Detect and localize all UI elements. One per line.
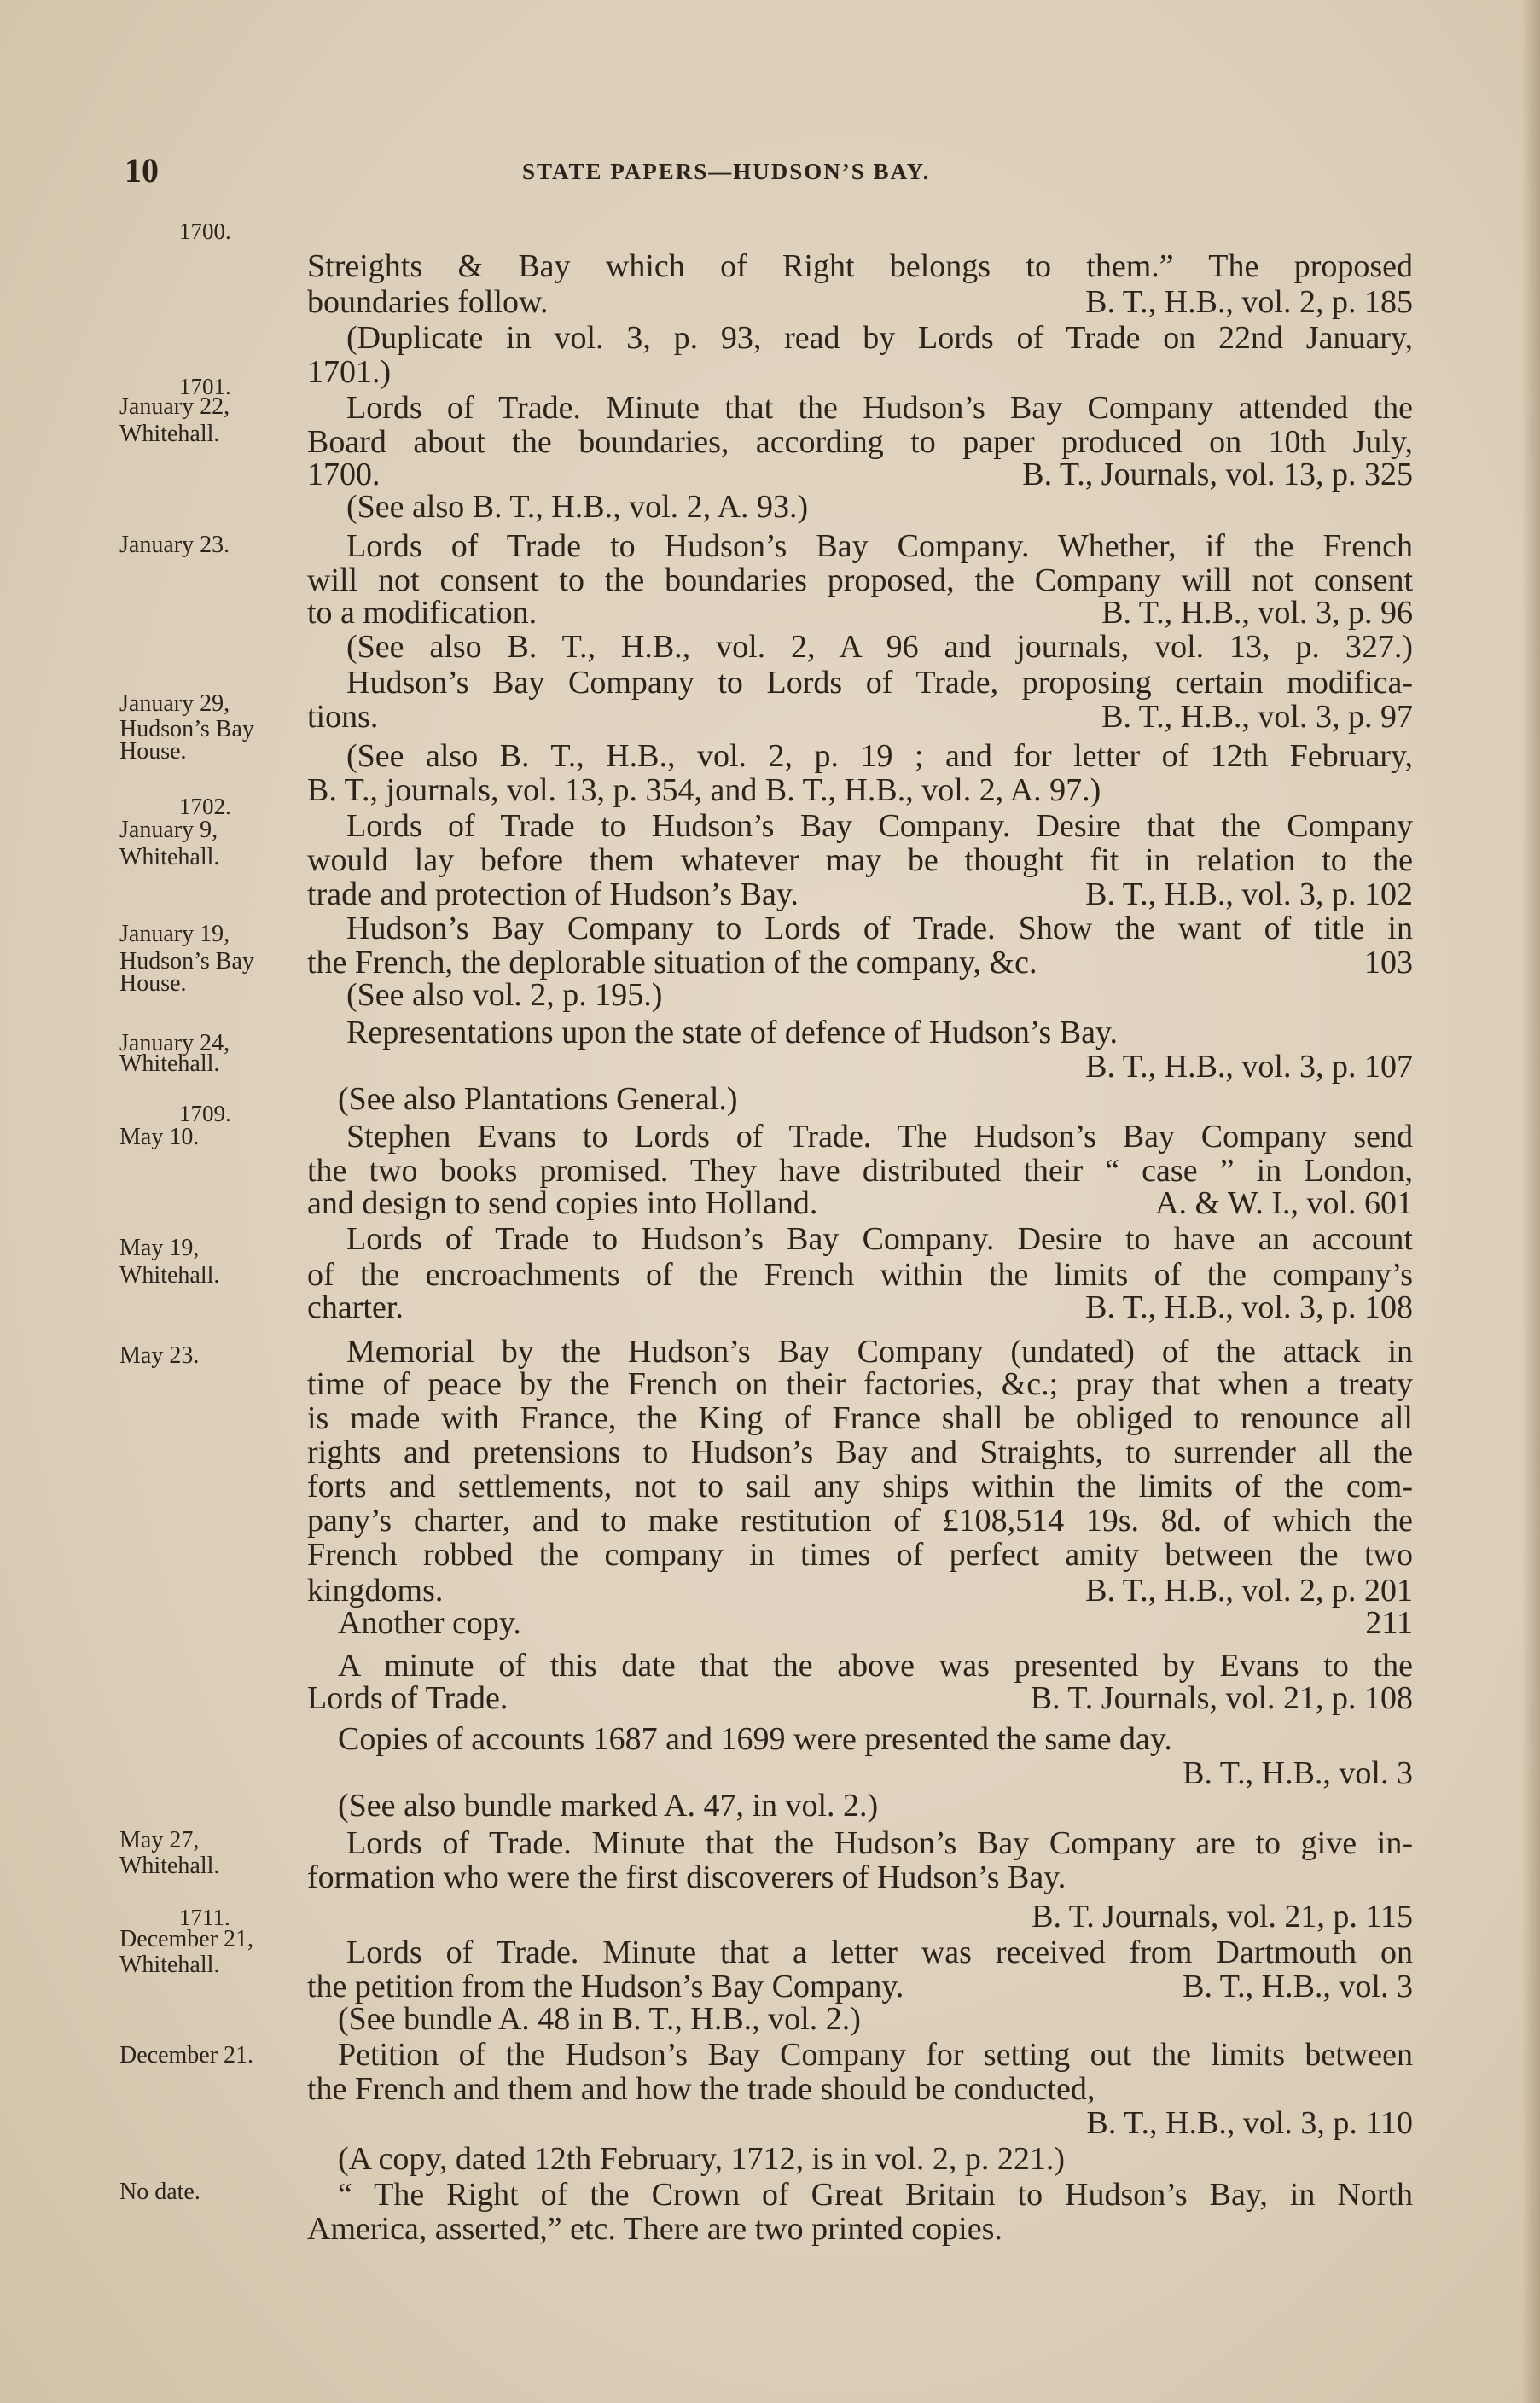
margin-date: January 9, — [119, 817, 218, 843]
margin-date: May 10. — [119, 1124, 200, 1150]
margin-year: 1700. — [179, 218, 231, 244]
text-line-left: 1700. — [307, 457, 381, 492]
text-line: Lords of Trade to Hudson’s Bay Company. Desire that the Company — [346, 808, 1413, 844]
margin-date: May 19, — [119, 1235, 200, 1261]
margin-place: Whitehall. — [119, 1050, 220, 1077]
text-line: rights and pretensions to Hudson’s Bay and Straights, to surrender all the — [307, 1434, 1413, 1470]
text-line: the two books promised. They have distributed their “ case ” in London, — [307, 1153, 1413, 1189]
text-line: pany’s charter, and to make restitution of £108,514 19s. 8d. of which the — [307, 1503, 1413, 1539]
text-line: Memorial by the Hudson’s Bay Company (undated) of the attack in — [346, 1334, 1413, 1370]
text-line — [307, 1289, 1413, 1326]
citation: B. T., H.B., vol. 2, p. 201 — [1085, 1573, 1413, 1609]
text-line: (See also B. T., H.B., vol. 2, A. 93.) — [346, 489, 809, 525]
margin-date: May 23. — [119, 1342, 200, 1369]
text-line-left: the petition from the Hudson’s Bay Company. — [307, 1969, 904, 2004]
text-line: Lords of Trade. Minute that the Hudson’s Bay Company are to give in- — [346, 1825, 1413, 1861]
text-line: (See also vol. 2, p. 195.) — [346, 977, 663, 1013]
text-line: Copies of accounts 1687 and 1699 were presented the same day. — [338, 1721, 1172, 1757]
margin-date: January 23. — [119, 532, 230, 558]
text-line: Lords of Trade to Hudson’s Bay Company. Desire to have an account — [346, 1221, 1413, 1257]
text-line: will not consent to the boundaries proposed, the Company will not consent — [307, 562, 1413, 598]
citation: B. T., H.B., vol. 3, p. 108 — [1085, 1289, 1413, 1325]
citation: B. T., H.B., vol. 3, p. 107 — [1085, 1049, 1413, 1085]
text-line: would lay before them whatever may be thought fit in relation to the — [307, 842, 1413, 878]
citation: B. T., H.B., vol. 2, p. 185 — [1085, 284, 1413, 320]
margin-date: May 27, — [119, 1827, 200, 1853]
text-line: “ The Right of the Crown of Great Britain to Hudson’s Bay, in North — [338, 2177, 1413, 2213]
text-line — [307, 876, 1413, 913]
text-line: French robbed the company in times of perfect amity between the two — [307, 1537, 1413, 1573]
running-head: STATE PAPERS—HUDSON’S BAY. — [522, 159, 931, 184]
text-line — [307, 1604, 1413, 1642]
text-line: Lords of Trade. Minute that the Hudson’s Bay Company attended the — [346, 390, 1413, 426]
text-line: America, asserted,” etc. There are two printed copies. — [307, 2211, 1002, 2247]
margin-place: Whitehall. — [119, 844, 220, 870]
citation: B. T., H.B., vol. 3, p. 102 — [1085, 876, 1413, 912]
margin-place: Hudson’s Bay — [119, 948, 254, 975]
text-line: (See bundle A. 48 in B. T., H.B., vol. 2.) — [338, 2001, 861, 2037]
margin-year: 1701. — [179, 374, 231, 399]
margin-year: 1702. — [179, 794, 231, 819]
text-line: Representations upon the state of defence of Hudson’s Bay. — [346, 1015, 1119, 1050]
margin-year: 1711. — [179, 1905, 230, 1930]
text-line-left: charter. — [307, 1289, 404, 1325]
text-line: Streights & Bay which of Right belongs to them.” The proposed — [307, 248, 1413, 284]
margin-place: House. — [119, 970, 187, 997]
text-line — [307, 698, 1413, 736]
text-line: Lords of Trade. Minute that a letter was received from Dartmouth on — [346, 1935, 1413, 1970]
citation: 103 — [1364, 945, 1413, 980]
page-number: 10 — [125, 151, 159, 189]
citation: B. T., Journals, vol. 13, p. 325 — [1022, 457, 1413, 492]
text-line-left: kingdoms. — [307, 1573, 444, 1609]
text-line: forts and settlements, not to sail any ships within the limits of the com- — [307, 1469, 1413, 1504]
margin-place: Whitehall. — [119, 1853, 220, 1879]
citation: B. T., H.B., vol. 3 — [1183, 1755, 1413, 1791]
text-line: B. T., journals, vol. 13, p. 354, and B. T., H.B., vol. 2, A. 97.) — [307, 772, 1101, 808]
text-line: is made with France, the King of France shall be obliged to renounce all — [307, 1400, 1413, 1436]
text-line: (See also Plantations General.) — [338, 1081, 738, 1117]
text-line-left: Another copy. — [338, 1605, 521, 1641]
text-line: the French and them and how the trade should be conducted, — [307, 2071, 1095, 2107]
text-line: formation who were the first discoverers of Hudson’s Bay. — [307, 1859, 1066, 1895]
margin-date: January 29, — [119, 690, 230, 717]
text-line: Lords of Trade to Hudson’s Bay Company. Whether, if the French — [346, 528, 1413, 564]
text-line-left: to a modification. — [307, 595, 538, 631]
margin-date: December 21, — [119, 1926, 254, 1952]
margin-place: House. — [119, 738, 187, 765]
text-line: 1701.) — [307, 354, 392, 390]
text-line: Board about the boundaries, according to paper produced on 10th July, — [307, 424, 1413, 460]
text-line: A minute of this date that the above was presented by Evans to the — [338, 1648, 1413, 1684]
margin-date: No date. — [119, 2179, 200, 2205]
citation: B. T. Journals, vol. 21, p. 108 — [1030, 1680, 1413, 1716]
margin-date: January 19, — [119, 921, 230, 947]
text-line-left: and design to send copies into Holland. — [307, 1185, 818, 1221]
text-line: (Duplicate in vol. 3, p. 93, read by Lords of Trade on 22nd January, — [346, 320, 1413, 356]
citation: B. T., H.B., vol. 3, p. 97 — [1101, 699, 1413, 735]
text-line: (See also bundle marked A. 47, in vol. 2.) — [338, 1788, 879, 1824]
margin-place: Whitehall. — [119, 1952, 220, 1978]
margin-year: 1709. — [179, 1101, 231, 1126]
text-line: (See also B. T., H.B., vol. 2, A 96 and journals, vol. 13, p. 327.) — [346, 629, 1413, 665]
text-line: of the encroachments of the French within the limits of the company’s — [307, 1257, 1413, 1293]
text-line — [307, 1679, 1413, 1717]
text-line — [307, 1184, 1413, 1222]
citation: 211 — [1365, 1605, 1413, 1641]
margin-place: Whitehall. — [119, 1262, 220, 1289]
text-line: Hudson’s Bay Company to Lords of Trade, proposing certain modifica- — [346, 665, 1413, 701]
text-line: (See also B. T., H.B., vol. 2, p. 19 ; and for letter of 12th February, — [346, 738, 1413, 774]
citation: A. & W. I., vol. 601 — [1155, 1185, 1413, 1221]
text-line: Hudson’s Bay Company to Lords of Trade. Show the want of title in — [346, 911, 1413, 946]
text-line: (A copy, dated 12th February, 1712, is in vol. 2, p. 221.) — [338, 2141, 1066, 2177]
citation: B. T., H.B., vol. 3, p. 110 — [1086, 2105, 1413, 2141]
text-line — [307, 594, 1413, 631]
text-line-left: the French, the deplorable situation of the company, &c. — [307, 945, 1037, 980]
text-line-left: trade and protection of Hudson’s Bay. — [307, 876, 799, 912]
margin-date: December 21. — [119, 2042, 254, 2068]
margin-date: January 24, — [119, 1030, 230, 1056]
text-line-left: tions. — [307, 699, 379, 735]
margin-date: January 22, — [119, 393, 230, 420]
text-line: Petition of the Hudson’s Bay Company for setting out the limits between — [338, 2037, 1413, 2073]
text-line-left: boundaries follow. — [307, 284, 549, 320]
margin-place: Whitehall. — [119, 421, 220, 447]
citation: B. T., H.B., vol. 3, p. 96 — [1101, 595, 1413, 631]
citation: B. T. Journals, vol. 21, p. 115 — [1032, 1899, 1413, 1935]
citation: B. T., H.B., vol. 3 — [1183, 1969, 1413, 2004]
margin-place: Hudson’s Bay — [119, 716, 254, 742]
text-line — [307, 283, 1413, 321]
text-line: time of peace by the French on their factories, &c.; pray that when a treaty — [307, 1366, 1413, 1402]
text-line: Stephen Evans to Lords of Trade. The Hudson’s Bay Company send — [346, 1119, 1413, 1155]
text-line-left: Lords of Trade. — [307, 1680, 508, 1716]
